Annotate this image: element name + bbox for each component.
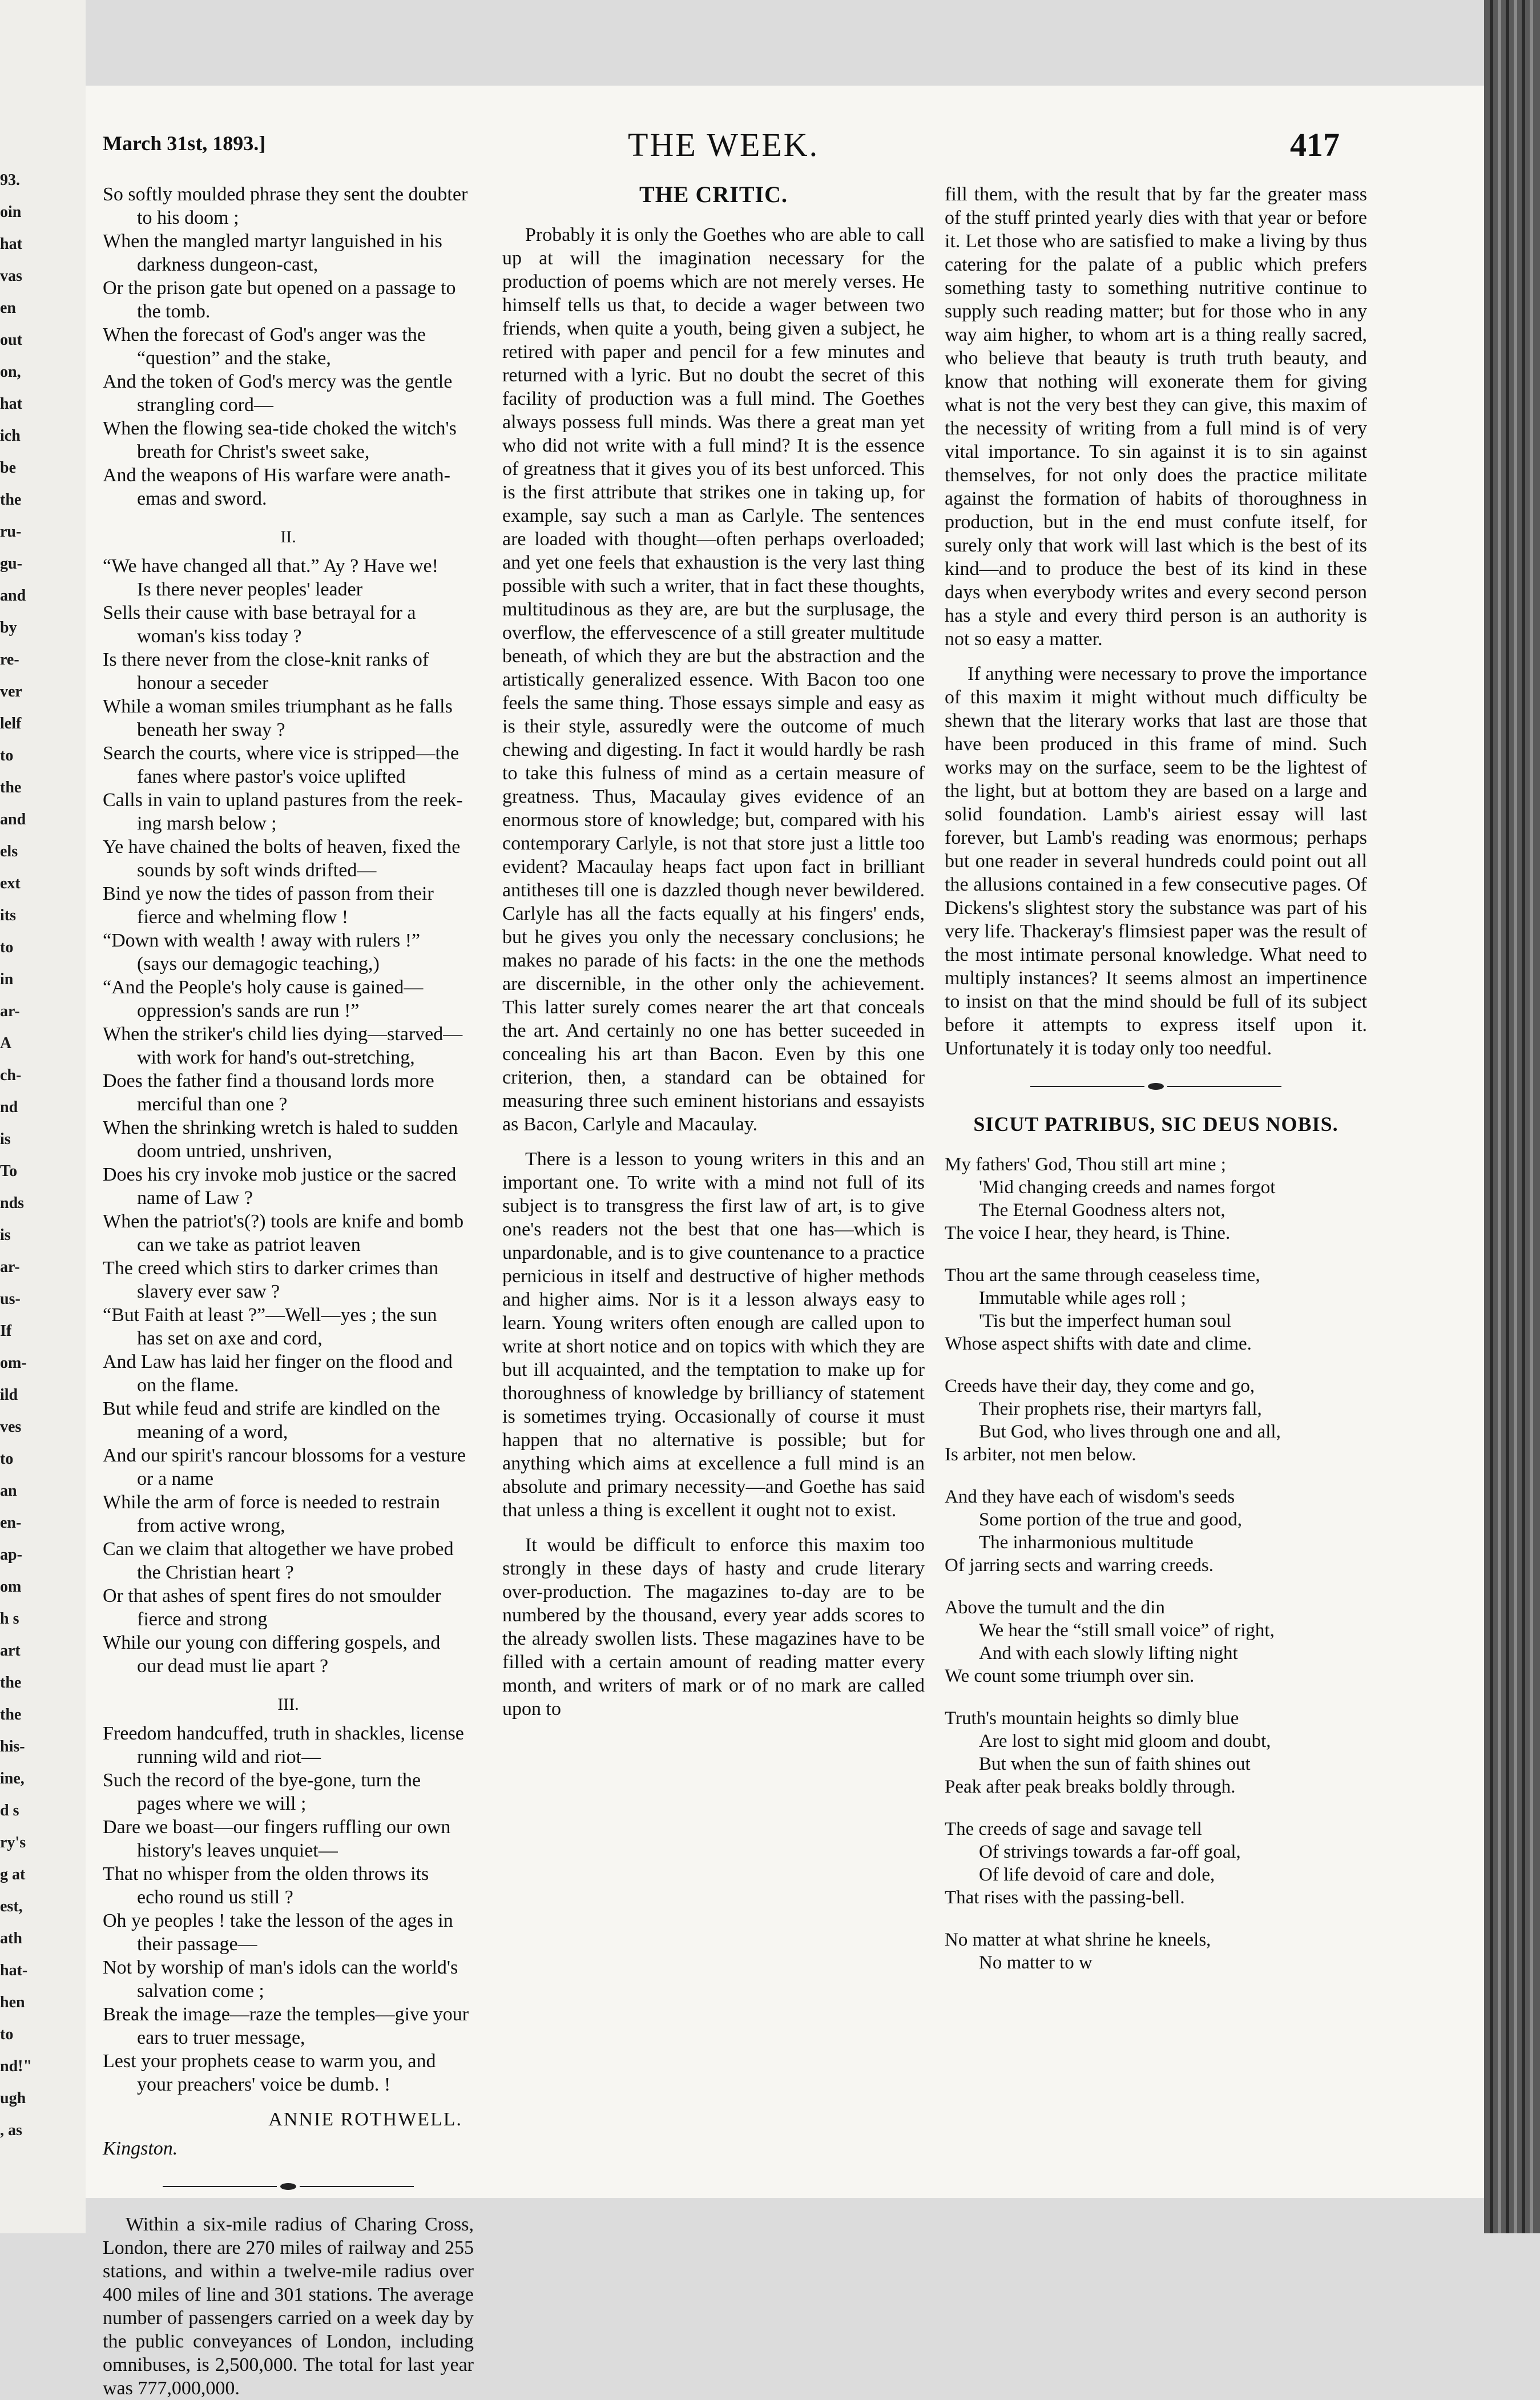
margin-fragment: ine, <box>0 1770 25 1787</box>
article-paragraph: fill them, with the result that by far the greater mass of the stuff printed yearly dies with that year or before it. Let those who are satisfied to make a living by thus catering for the palate of a public which prefers something tasty to something nutritive continue to supply such reading matter; but for those who in any way aim higher, to whom art is a thing really sacred, who believe that beauty is truth truth beauty, and know that nothing will exonerate them for giving what is not the very best they can give, this maxim of the necessity of writing from a full mind is of very vital importance. To sin against it is to sin against themselves, for not only does the practice militate against the formation of habits of thoroughness in production, but in the end must confute itself, for surely only that work will last which is the best of its kind—and to produce the best of its kind in these days when everybody writes and every second person has a style and every third person is an authority is not so easy a matter. <box>945 184 1367 650</box>
margin-fragment: ru- <box>0 523 22 541</box>
poem-line: “And the People's holy cause is gained— <box>103 977 424 998</box>
margin-fragment: be <box>0 459 16 477</box>
margin-fragment: on, <box>0 363 21 381</box>
poem-line: breath for Christ's sweet sake, <box>137 441 370 462</box>
poem-line: While our young con differing gospels, and <box>103 1632 441 1653</box>
poem-line: No matter to w <box>979 1952 1092 1973</box>
margin-fragment: art <box>0 1642 21 1660</box>
poem-line: 'Tis but the imperfect human soul <box>979 1311 1231 1331</box>
poem-line: Are lost to sight mid gloom and doubt, <box>979 1731 1271 1751</box>
poem-line: But when the sun of faith shines out <box>979 1754 1251 1774</box>
poem-line: oppression's sands are run !” <box>137 1000 360 1021</box>
poem-line: The voice I hear, they heard, is Thine. <box>945 1223 1231 1243</box>
margin-fragment: ath <box>0 1930 22 1947</box>
margin-fragment: hat <box>0 235 22 253</box>
margin-fragment: 93. <box>0 171 20 189</box>
poem-line: Truth's mountain heights so dimly blue <box>945 1708 1239 1729</box>
poem-line: Break the image—raze the temples—give your <box>103 2004 469 2025</box>
margin-fragment: to <box>0 747 14 764</box>
margin-fragment: to <box>0 939 14 956</box>
margin-fragment: nds <box>0 1194 25 1212</box>
margin-fragment: To <box>0 1162 18 1180</box>
margin-fragment: ar- <box>0 1258 20 1276</box>
news-note: Within a six-mile radius of Charing Cross, London, there are 270 miles of railway and 255 stations, and within a twelve-mile radius over 400 miles of line and 301 stations. The average number of passengers carried on a week day by the public conveyances of London, including omnibuses, is 2,500,000. The total for last year was 777,000,000. <box>103 2214 474 2399</box>
margin-fragment: ext <box>0 875 21 892</box>
poem-line: And our spirit's rancour blossoms for a vesture <box>103 1445 466 1466</box>
poem-line: The creeds of sage and savage tell <box>945 1819 1202 1839</box>
poem-line: the Christian heart ? <box>137 1562 294 1583</box>
margin-fragment: ich <box>0 427 21 445</box>
poem-line: Of jarring sects and warring creeds. <box>945 1555 1214 1576</box>
publication-title: THE WEEK. <box>628 126 820 163</box>
poem-line: Immutable while ages roll ; <box>979 1288 1186 1308</box>
column-poem <box>103 183 474 2400</box>
margin-fragment: ver <box>0 683 22 700</box>
section-numeral-ii: II. <box>280 527 296 546</box>
poem-line: When the shrinking wretch is haled to sudden <box>103 1117 458 1138</box>
margin-fragment: to <box>0 2025 14 2043</box>
poem-line: Oh ye peoples ! take the lesson of the ages in <box>103 1910 453 1931</box>
poem-stanza <box>945 1596 1367 1688</box>
margin-fragment: the <box>0 491 22 509</box>
poem-line: Peak after peak breaks boldly through. <box>945 1777 1236 1797</box>
poem-line: Thou art the same through ceaseless time, <box>945 1265 1260 1286</box>
poem-line: or a name <box>137 1468 214 1489</box>
poem-line: merciful than one ? <box>137 1094 288 1115</box>
poem-line: Such the record of the bye-gone, turn the <box>103 1770 421 1791</box>
poem-line: But God, who lives through one and all, <box>979 1422 1281 1442</box>
margin-fragment: the <box>0 1674 22 1692</box>
poem-line: While a woman smiles triumphant as he falls <box>103 696 453 717</box>
poem-line: Does his cry invoke mob justice or the sacred <box>103 1164 457 1185</box>
article-paragraph: There is a lesson to young writers in this and an important one. To write with a mind not full of its subject is to transgress the first law of art, is to give one's readers not the best that one has—which is unpardonable, and is to give countenance to a practice pernicious in itself and destructive of higher methods and higher aims. Nor is it a lesson always easy to learn. Young writers often enough are called upon to write at short notice and on topics with which they are but ill acquainted, and the temptation to make up for thoroughness of knowledge by brilliancy of statement is sometimes trying. Occasionally of course it must happen that no alternative is possible; but for anything which aims at excellence a full mind is an absolute and primary necessity—and Goethe has said that unless a thing is excellent it ought not to exist. <box>502 1149 925 1521</box>
poem-line: Sells their cause with base betrayal for a <box>103 602 416 623</box>
poem-line: emas and sword. <box>137 488 267 509</box>
poem-line: beneath her sway ? <box>137 719 285 740</box>
margin-fragment: hat- <box>0 1962 28 1979</box>
poem-line: My fathers' God, Thou still art mine ; <box>945 1154 1226 1175</box>
margin-fragment: is <box>0 1130 11 1148</box>
poem-line: from active wrong, <box>137 1515 285 1536</box>
poem-line: ears to truer message, <box>137 2027 305 2048</box>
section-numeral-iii: III. <box>277 1695 299 1714</box>
poem-line: woman's kiss today ? <box>137 626 302 647</box>
margin-fragment: om- <box>0 1354 27 1372</box>
poem-line: And they have each of wisdom's seeds <box>945 1487 1235 1507</box>
margin-fragment: ar- <box>0 1002 20 1020</box>
margin-fragment: is <box>0 1226 11 1244</box>
poem-body <box>945 1153 1367 1974</box>
poem-line: fierce and whelming flow ! <box>137 907 349 928</box>
poem-line: That no whisper from the olden throws its <box>103 1863 429 1884</box>
poem-author: ANNIE ROTHWELL. <box>268 2109 462 2130</box>
poem-line: Bind ye now the tides of passon from their <box>103 883 434 904</box>
margin-fragment: ugh <box>0 2089 26 2107</box>
poem-line: fierce and strong <box>137 1609 268 1630</box>
poem-line: And Law has laid her finger on the flood and <box>103 1351 453 1372</box>
article-paragraph: Probably it is only the Goethes who are able to call up at will the imagination necessary for the production of poems which are not merely verses. He himself tells us that, to decide a wager between two friends, when quite a youth, being given a subject, he retired with paper and pencil for a few minutes and returned with a lyric. But no doubt the secret of this facility of production was a full mind. The Goethes always possess full minds. Was there a great man yet who did not write with a full mind? It is the essence of greatness that it gives you of its best unforced. This is the first attribute that strikes one in taking up, for example, say such a man as Carlyle. The sentences are loaded with thought—often perhaps overloaded; and yet one feels that exhaustion is the very last thing possible with such a writer, that in fact these thoughts, multitudinous as they are, are but the surplusage, the overflow, the effervescence of a still greater multitude beneath, of which they are but the abstraction and the artistically generalized essence. With Bacon too one feels the same thing. Those essays simple and easy as is their style, assuredly were the outcome of much chewing and digesting. In fact it would hardly be rash to take this fulness of mind as a certain measure of greatness. Thus, Macaulay gives evidence of an enormous store of knowledge; but, compared with his contemporary Carlyle, is not that store just a little too evident? Macaulay heaps fact upon fact in brilliant antitheses till one is dazzled though never bewildered. Carlyle has all the facts equally at his fingers' ends, but he gives you only the necessary conclusions; he makes no parade of his facts: in the one the methods are discernible, in the other only the achievement. This latter surely comes nearer the art that conceals the art. And certainly no one has better suceeded in concealing his art than Bacon. Even by this one criterion, then, a standard can be obtained for measuring three such eminent historians and essayists as Bacon, Carlyle and Macaulay. <box>502 224 925 1135</box>
margin-fragment: his- <box>0 1738 25 1755</box>
margin-fragment: us- <box>0 1290 21 1308</box>
margin-fragment: en <box>0 299 16 317</box>
poem-line: Is there never peoples' leader <box>137 579 363 600</box>
poem-line: We count some triumph over sin. <box>945 1666 1195 1686</box>
poem-line: on the flame. <box>137 1375 239 1396</box>
poem-line: running wild and riot— <box>137 1746 321 1767</box>
poem-line: That rises with the passing-bell. <box>945 1887 1185 1908</box>
section-divider <box>103 2183 474 2190</box>
issue-date: March 31st, 1893.] <box>103 132 266 155</box>
poem-line: with work for hand's out-stretching, <box>137 1047 415 1068</box>
poem-part-2 <box>103 554 474 1678</box>
poem-line: salvation come ; <box>137 1980 264 2002</box>
poem-line: When the forecast of God's anger was the <box>103 324 426 345</box>
poem-line: Can we claim that altogether we have probed <box>103 1539 454 1560</box>
author-location: Kingston. <box>103 2138 178 2159</box>
poem-line: So softly moulded phrase they sent the doubter <box>103 184 468 205</box>
margin-fragment: ap- <box>0 1546 22 1564</box>
poem-line: darkness dungeon-cast, <box>137 254 319 275</box>
poem-line: has set on axe and cord, <box>137 1328 322 1349</box>
margin-fragment: ch- <box>0 1066 22 1084</box>
poem-line: And the token of God's mercy was the gentle <box>103 371 453 392</box>
page-header <box>86 126 1478 166</box>
margin-fragment: the <box>0 779 22 796</box>
margin-fragment: re- <box>0 651 19 669</box>
poem-line: Above the tumult and the din <box>945 1597 1165 1618</box>
poem-line: Is arbiter, not men below. <box>945 1444 1136 1465</box>
margin-fragment: out <box>0 331 22 349</box>
column-critic <box>502 183 925 1721</box>
poem-line: Whose aspect shifts with date and clime. <box>945 1334 1252 1354</box>
poem-part-1 <box>103 183 474 510</box>
poem-stanza <box>945 1707 1367 1798</box>
poem-line: Ye have chained the bolts of heaven, fixed the <box>103 836 461 857</box>
poem-line: the tomb. <box>137 301 211 322</box>
margin-fragment: gu- <box>0 555 22 573</box>
article-paragraph: If anything were necessary to prove the importance of this maxim it might without much difficulty be shewn that the literary works that last are those that have been produced in this frame of mind. Such works may on the surface, seem to be the lightest of the light, but at bottom they are based on a large and solid foundation. Lamb's airiest essay will last forever, but Lamb's reading was enormous; perhaps but one reader in several hundreds could point out all the allusions contained in a few consecutive pages. Of Dickens's slightest story the substance was part of his very life. Thackeray's flimsiest paper was the result of the most intimate personal knowledge. What need to multiply instances? It seems almost an impertinence to insist on that the mind should be full of its subject before it attempts to express itself upon it. Unfortunately it is today only too needful. <box>945 663 1367 1059</box>
poem-stanza <box>945 1485 1367 1577</box>
margin-fragment: and <box>0 811 26 828</box>
margin-fragment: nd!" <box>0 2057 33 2075</box>
margin-fragment: els <box>0 843 18 860</box>
poem-line: Lest your prophets cease to warm you, and <box>103 2051 436 2072</box>
margin-fragment: by <box>0 619 17 637</box>
poem-stanza <box>945 1375 1367 1466</box>
section-title: THE CRITIC. <box>639 182 788 207</box>
column-continued <box>945 183 1367 1994</box>
margin-fragment: hen <box>0 1994 25 2011</box>
poem-line: We hear the “still small voice” of right, <box>979 1620 1275 1641</box>
poem-line: history's leaves unquiet— <box>137 1840 338 1861</box>
margin-fragment: est, <box>0 1898 23 1915</box>
article-paragraph: It would be difficult to enforce this maxim too strongly in these days of hasty and crude literary over-production. The magazines to-day are to be numbered by the thousand, every year adds scores to the already swollen lists. These magazines have to be filled with a certain amount of reading matter every month, and writers of mark or of no mark are called upon to <box>502 1535 925 1720</box>
poem-line: sounds by soft winds drifted— <box>137 860 377 881</box>
poem-line: their passage— <box>137 1934 257 1955</box>
poem-line: Of life devoid of care and dole, <box>979 1865 1215 1885</box>
margin-fragment: vas <box>0 267 22 285</box>
poem-line: Some portion of the true and good, <box>979 1509 1243 1530</box>
margin-fragment: and <box>0 587 26 605</box>
margin-fragment: If <box>0 1322 12 1340</box>
margin-fragment: its <box>0 907 16 924</box>
poem-stanza <box>945 1818 1367 1909</box>
margin-fragment: to <box>0 1450 14 1468</box>
poem-line: Freedom handcuffed, truth in shackles, license <box>103 1723 464 1744</box>
margin-fragment: A <box>0 1034 12 1052</box>
margin-fragment: g at <box>0 1866 26 1883</box>
poem-line: Not by worship of man's idols can the world's <box>103 1957 458 1978</box>
poem-line: Creeds have their day, they come and go, <box>945 1376 1255 1396</box>
poem-line: Of strivings towards a far-off goal, <box>979 1842 1241 1862</box>
poem-line: But while feud and strife are kindled on the <box>103 1398 441 1419</box>
section-divider <box>945 1083 1367 1090</box>
poem-line: “question” and the stake, <box>137 348 331 369</box>
poem-line: Does the father find a thousand lords more <box>103 1070 434 1092</box>
poem-line: “We have changed all that.” Ay ? Have we! <box>103 555 438 577</box>
poem-line: And the weapons of His warfare were anath- <box>103 465 450 486</box>
poem-line: Or the prison gate but opened on a passage to <box>103 277 456 299</box>
poem-line: honour a seceder <box>137 673 269 694</box>
margin-fragment: lelf <box>0 715 22 732</box>
margin-fragment: an <box>0 1482 17 1500</box>
poem-line: strangling cord— <box>137 394 273 416</box>
poem-line: (says our demagogic teaching,) <box>137 953 380 975</box>
poem-line: “Down with wealth ! away with rulers !” <box>103 930 421 951</box>
margin-fragment: d s <box>0 1802 19 1819</box>
poem-line: 'Mid changing creeds and names forgot <box>979 1177 1276 1198</box>
poem-part-3 <box>103 1722 474 2096</box>
poem-line: echo round us still ? <box>137 1887 293 1908</box>
poem-line: Or that ashes of spent fires do not smoulder <box>103 1585 441 1606</box>
poem-line: meaning of a word, <box>137 1422 288 1443</box>
margin-fragment: om <box>0 1578 22 1596</box>
margin-fragment: in <box>0 971 14 988</box>
poem-line: No matter at what shrine he kneels, <box>945 1930 1211 1950</box>
poem-line: Is there never from the close-knit ranks of <box>103 649 429 670</box>
poem-line: The Eternal Goodness alters not, <box>979 1200 1225 1221</box>
poem-line: “But Faith at least ?”—Well—yes ; the sun <box>103 1304 437 1326</box>
margin-fragment: ry's <box>0 1834 26 1851</box>
margin-fragment: oin <box>0 203 22 221</box>
poem-line: ing marsh below ; <box>137 813 277 834</box>
poem-line: fanes where pastor's voice uplifted <box>137 766 406 787</box>
poem-stanza <box>945 1153 1367 1245</box>
adjacent-page-fragment <box>0 0 86 2233</box>
poem-stanza <box>945 1928 1367 1974</box>
poem-line: slavery ever saw ? <box>137 1281 280 1302</box>
poem-line: When the flowing sea-tide choked the witch's <box>103 418 457 439</box>
poem-line: pages where we will ; <box>137 1793 307 1814</box>
margin-fragment: en- <box>0 1514 22 1532</box>
poem-line: When the mangled martyr languished in his <box>103 231 442 252</box>
poem-title: SICUT PATRIBUS, SIC DEUS NOBIS. <box>973 1113 1339 1135</box>
margin-fragment: ves <box>0 1418 22 1436</box>
poem-line: to his doom ; <box>137 207 239 228</box>
page-number: 417 <box>1290 126 1340 163</box>
poem-line: While the arm of force is needed to restrain <box>103 1492 440 1513</box>
margin-fragment: h s <box>0 1610 19 1628</box>
poem-line: And with each slowly lifting night <box>979 1643 1238 1664</box>
margin-fragment: the <box>0 1706 22 1724</box>
poem-line: The creed which stirs to darker crimes than <box>103 1258 439 1279</box>
poem-line: name of Law ? <box>137 1187 253 1209</box>
poem-line: When the patriot's(?) tools are knife and bomb <box>103 1211 464 1232</box>
margin-fragment: nd <box>0 1098 18 1116</box>
poem-line: Calls in vain to upland pastures from the reek- <box>103 790 463 811</box>
poem-line: The inharmonious multitude <box>979 1532 1194 1553</box>
margin-fragment: ild <box>0 1386 18 1404</box>
margin-fragment: hat <box>0 395 22 413</box>
poem-stanza <box>945 1264 1367 1355</box>
poem-line: your preachers' voice be dumb. ! <box>137 2074 391 2095</box>
poem-line: can we take as patriot leaven <box>137 1234 361 1255</box>
poem-line: When the striker's child lies dying—starved— <box>103 1024 463 1045</box>
margin-fragment: , as <box>0 2121 22 2139</box>
poem-line: doom untried, unshriven, <box>137 1141 332 1162</box>
poem-line: Search the courts, where vice is stripped—the <box>103 743 459 764</box>
poem-line: Dare we boast—our fingers ruffling our own <box>103 1817 451 1838</box>
poem-line: our dead must lie apart ? <box>137 1656 329 1677</box>
poem-line: Their prophets rise, their martyrs fall, <box>979 1399 1262 1419</box>
book-binding-edge <box>1484 0 1540 2233</box>
